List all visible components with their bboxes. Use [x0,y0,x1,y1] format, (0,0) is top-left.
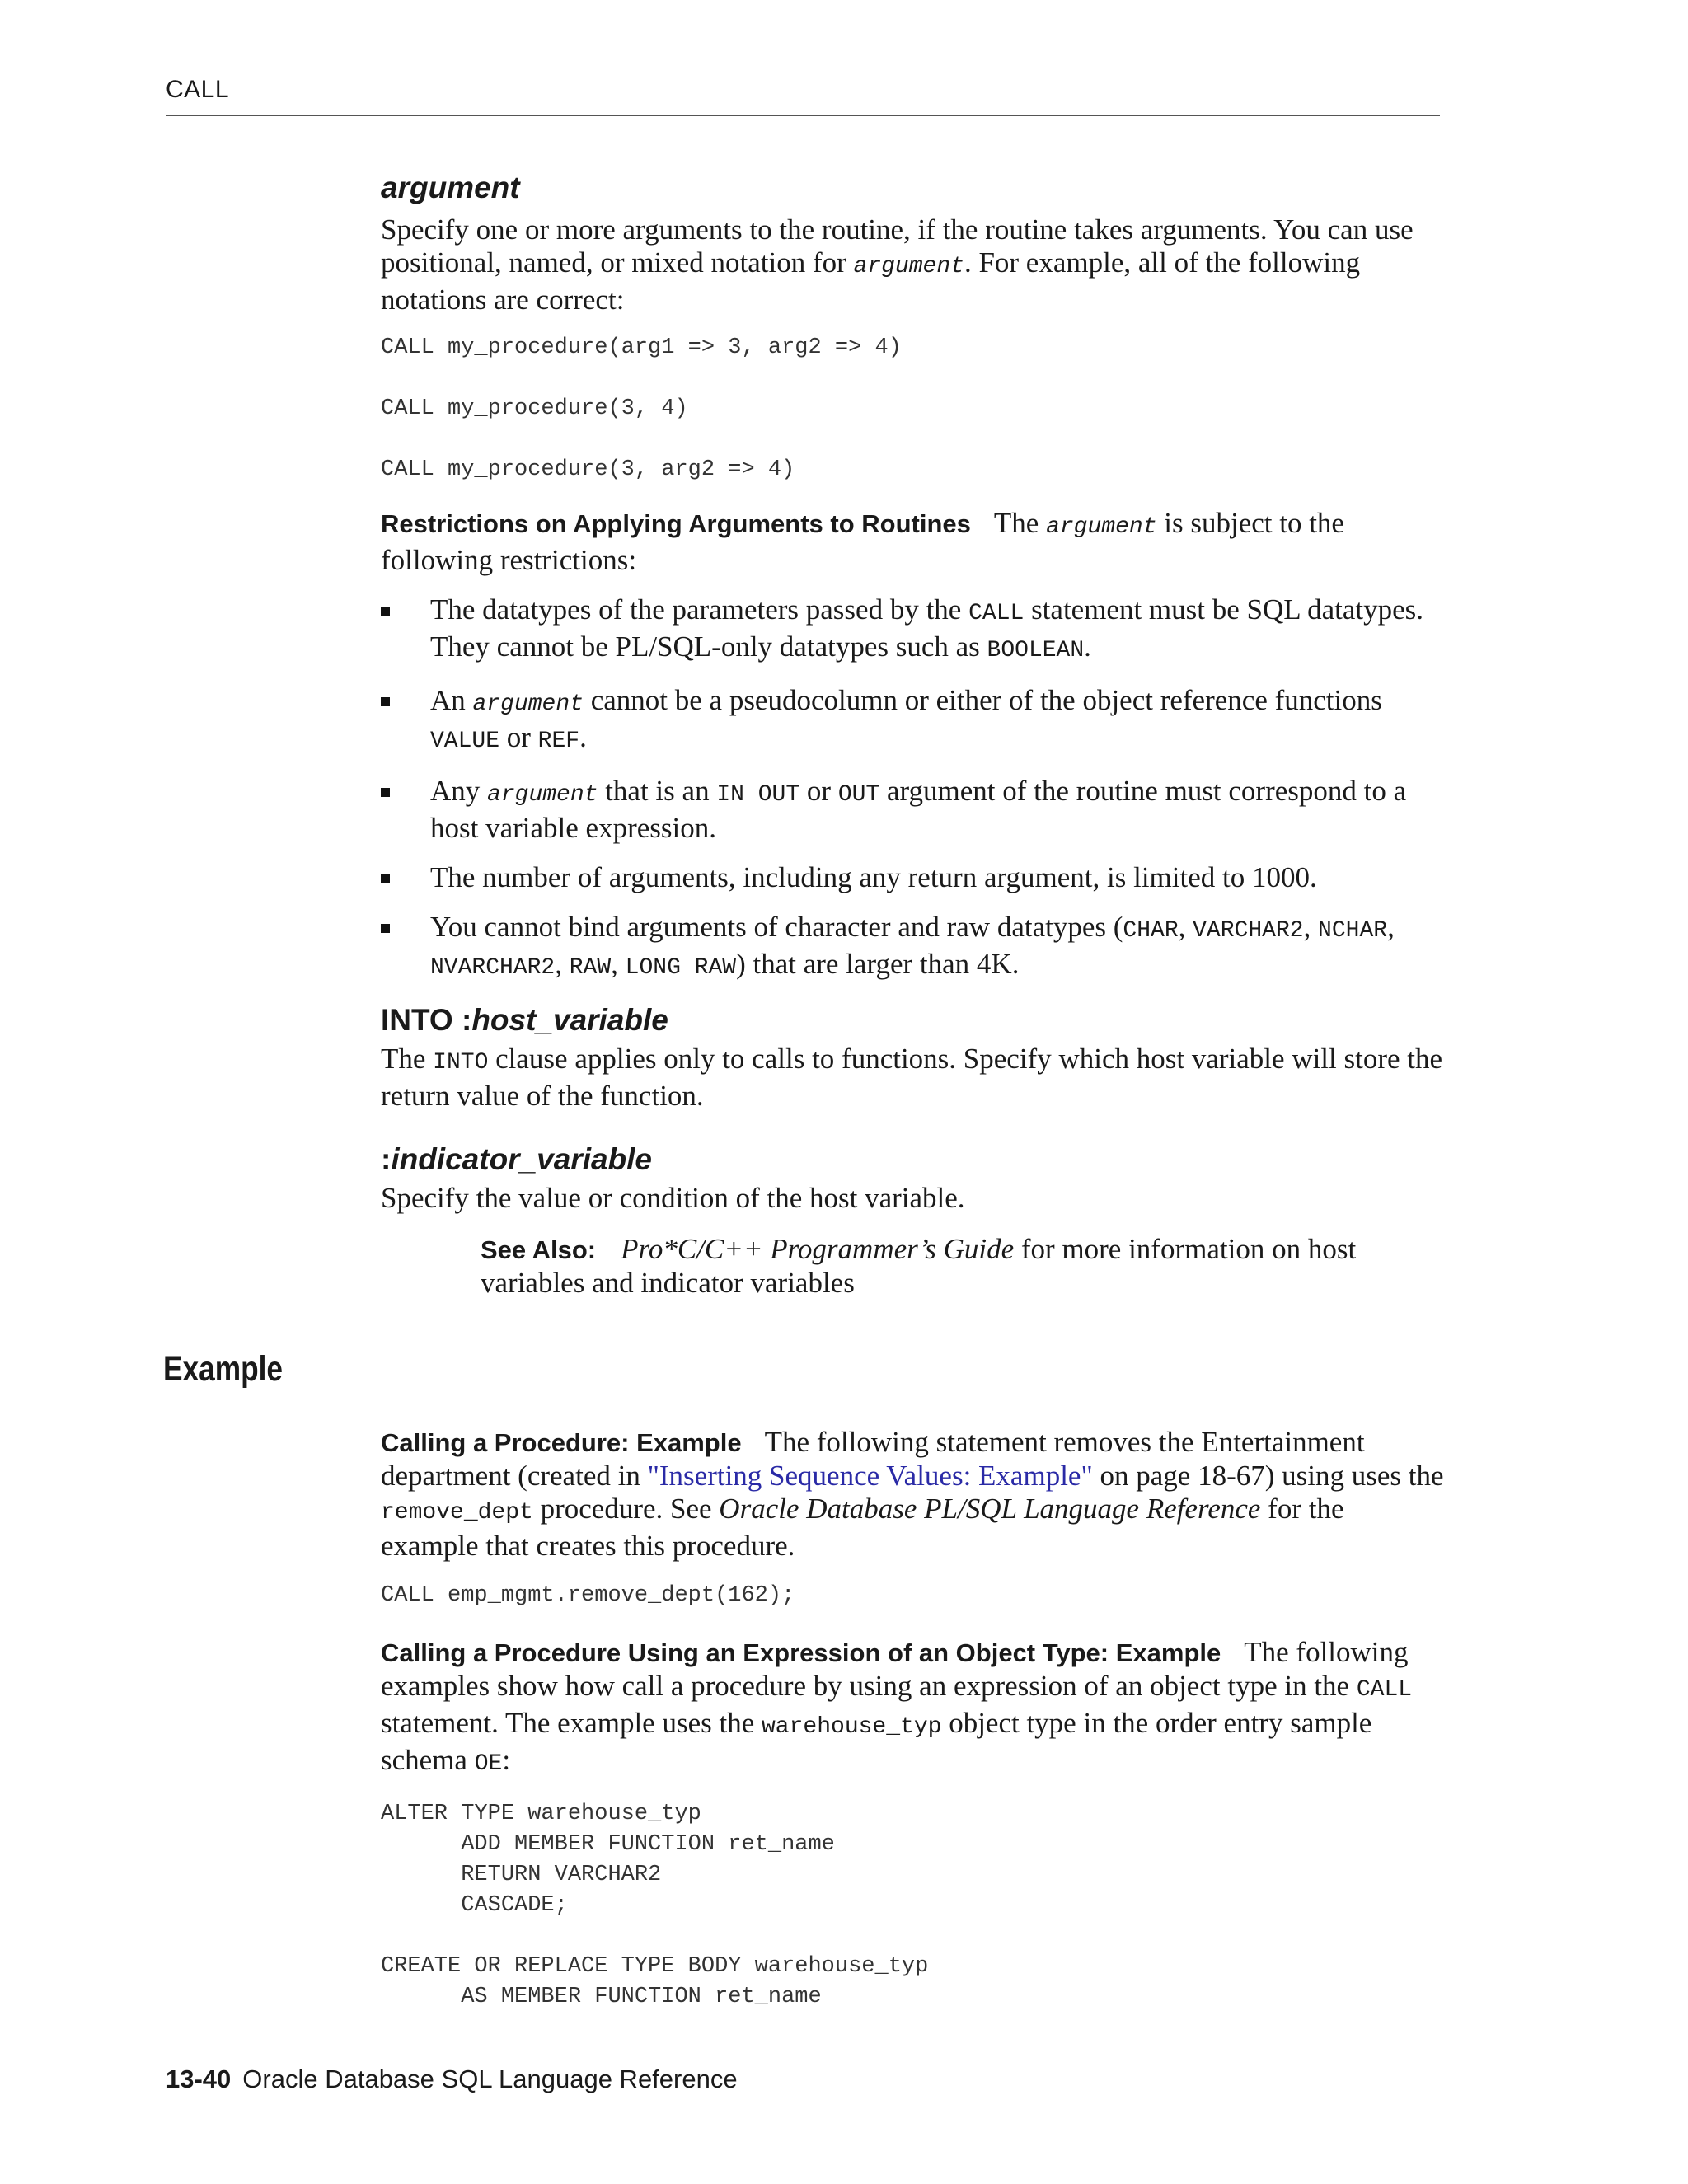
code-line: CALL my_procedure(3, arg2 => 4) [381,457,795,482]
list-item: Any argument that is an IN OUT or OUT argument of the routine must correspond to a host variable expression. [381,775,1444,845]
calling-procedure-example: Calling a Procedure: Example The following statement removes the Entertainment department (created in "Inserting Sequence Values: Example" on page 18-67) using uses the remove_dept procedure. See Oracle Database PL/SQL Language Reference for the example that creates this procedure. [381,1426,1444,1562]
example-content [381,1426,1444,2013]
page-footer [166,2064,738,2094]
restrictions-list [381,593,1444,985]
list-item: An argument cannot be a pseudocolumn or either of the object reference functions VALUE or REF. [381,684,1444,758]
into-description: The INTO clause applies only to calls to functions. Specify which host variable will store the return value of the function. [381,1043,1443,1112]
indicator-heading: :indicator_variable [381,1142,653,1176]
create-type-body-code: CREATE OR REPLACE TYPE BODY warehouse_typ AS MEMBER FUNCTION ret_name [381,1954,929,2009]
code-line: CALL my_procedure(3, 4) [381,396,688,421]
main-content [381,169,1444,1300]
argument-code-block [381,333,1444,485]
argument-heading: argument [381,171,520,204]
into-heading: INTO :host_variable [381,1003,668,1037]
page-number: 13-40 [166,2064,232,2093]
argument-description: Specify one or more arguments to the routine, if the routine takes arguments. You can use positional, named, or mixed notation for argument. For example, all of the following notations are correct: [381,213,1414,316]
see-also-note: See Also: Pro*C/C++ Programmer’s Guide for more information on host variables and indicator variables [481,1233,1357,1299]
book-title: Oracle Database SQL Language Reference [242,2064,738,2093]
inserting-sequence-values-link[interactable]: "Inserting Sequence Values: Example" [647,1460,1093,1492]
list-item: You cannot bind arguments of character and raw datatypes (CHAR, VARCHAR2, NCHAR, NVARCHAR2, RAW, LONG RAW) that are larger than 4K. [381,911,1444,985]
list-item: The datatypes of the parameters passed by the CALL statement must be SQL datatypes. They cannot be PL/SQL-only datatypes such as BOOLEAN. [381,593,1444,668]
header-rule [166,115,1440,116]
example-heading: Example [163,1349,284,1389]
list-item: The number of arguments, including any return argument, is limited to 1000. [381,861,1444,894]
running-header: CALL [166,76,230,103]
alter-type-code: ALTER TYPE warehouse_typ ADD MEMBER FUNCTION ret_name RETURN VARCHAR2 CASCADE; [381,1802,835,1918]
object-type-example: Calling a Procedure Using an Expression of an Object Type: Example The following examples show how call a procedure by using an expression of an object type in the CALL statement. The example uses the warehouse_typ object type in the order entry sample schema OE: [381,1636,1413,1777]
restrictions-intro: Restrictions on Applying Arguments to Routines The argument is subject to the following restrictions: [381,507,1344,576]
indicator-description: Specify the value or condition of the host variable. [381,1182,965,1214]
remove-dept-code: CALL emp_mgmt.remove_dept(162); [381,1583,795,1608]
code-line: CALL my_procedure(arg1 => 3, arg2 => 4) [381,335,902,360]
